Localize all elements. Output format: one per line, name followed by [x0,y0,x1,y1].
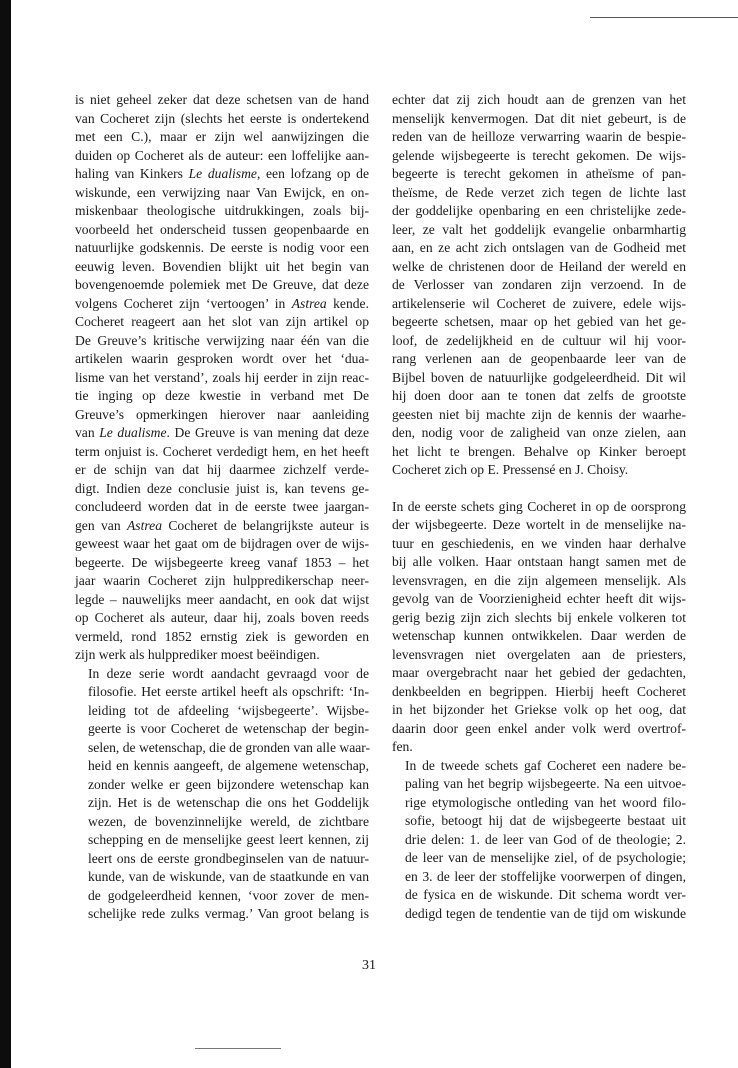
text-line: voorbeeld het onderscheid tussen geopenbaarde en [75,221,369,237]
text-line: leiding tot de afdeeling ‘wijsbegeerte’. Wijsbe- [88,702,369,718]
text-line: op Cocheret als auteur, daar hij, zoals boven reeds [75,610,369,625]
text-line: gelende wijsbegeerte is terecht gekomen. De wijs- [392,147,686,163]
text-line: welke de christenen door de Heiland der wereld en [392,258,686,274]
text-line: levensvragen, en die zijn algemeen menselijk. Als [392,572,686,588]
text-line: van Le dualisme. De Greuve is van mening dat deze [75,425,369,440]
text-line: wetenschap kunnen ontwikkelen. Daar werden de [392,628,686,643]
text-line: dedigd tegen de tendentie van de tijd om wiskunde [405,905,686,921]
text-line: is niet geheel zeker dat deze schetsen van de hand [75,92,369,107]
text-line: van Cocheret zijn (slechts het eerste is ondertekend [75,110,369,126]
text-line: rige etymologische ontleding van het woord filo- [405,794,686,810]
text-line: bovengenoemde polemiek met De Greuve, dat deze [75,277,369,292]
text-line: de Verlosser van zondaren zijn verzoend. In de [392,277,686,292]
right-column [392,91,686,923]
text-line: den, nodig voor de zaligheid van onze zielen, aan [392,425,686,440]
bottom-rule [195,1048,281,1049]
text-line: vermeld, rond 1852 ernstig ziek is geworden en [75,628,369,644]
text-line: de fysica en de wiskunde. Dit schema wordt ver- [405,887,686,902]
text-line: filosofie. Het eerste artikel heeft als opschrift: ‘In- [88,684,369,699]
paragraph [75,665,369,924]
text-line: haling van Kinkers Le dualisme, een lofzang op de [75,166,370,181]
text-line: maar overgebracht naar het gebied der gedachten, [392,665,686,680]
text-line: zijn werk als hulpprediker moest beëindigen. [75,647,320,662]
text-line: sofie, betoogt hij dat de wijsbegeerte bestaat uit [405,813,686,828]
text-line: volgens Cocheret zijn ‘vertoogen’ in Astrea kende. [75,295,369,311]
paragraph [392,91,686,480]
text-line: selen, de wetenschap, die de gronden van alle waar- [88,739,371,755]
text-line: tuur en geschiedenis, en we vinden haar derhalve [392,535,686,551]
text-line: heid en kennis aangeeft, de algemene wetenschap, [88,758,369,773]
text-line: de godgeleerdheid kennen, ‘voor zover de men- [88,887,369,903]
text-line: geesten niet bij machte zijn de kennis der waarhe- [392,406,686,422]
text-line: leer, ze valt het goddelijk evangelie onbarmhartig [392,221,686,237]
text-line: echter dat zij zich houdt aan de grenzen van het [392,92,686,107]
text-line: begeerte. De wijsbegeerte kreeg vanaf 1853 – het [75,554,369,570]
left-column [75,91,369,924]
text-line: digt. Indien deze conclusie juist is, kan tevens ge- [75,480,369,496]
text-line: geweest waar het gaat om de bijdragen over de wijs- [75,536,369,551]
text-line: gevolg van de Voorzienigheid echter heeft dit wijs- [392,591,686,606]
text-line: artikelen waarin gesproken wordt over het ‘dua- [75,351,369,366]
text-line: paling van het begrip wijsbegeerte. Na een uitvoe- [405,776,686,791]
text-line: duiden op Cocheret als de auteur: een loffelijke aan- [75,147,369,163]
text-line: concludeerd worden dat in de eerste twee jaargan- [75,499,369,514]
text-line: der goddelijke openbaring en een christelijke zede- [392,203,686,218]
text-line: theïsme, de Rede verzet zich tegen de lichte last [392,184,686,200]
text-line: gerig bezig zijn zich slechts bij enkele volkeren tot [392,609,686,625]
top-rule [590,17,738,18]
text-line: term onjuist is. Cocheret verdedigt hem, en het heeft [75,443,369,459]
text-line: begeerte schetsen, maar op het gebied van het ge- [392,314,686,329]
text-line: daarin door geen enkel ander volk werd overtrof- [392,720,686,736]
text-line: lisme van het verstand’, zoals hij eerder in zijn reac- [75,369,369,385]
text-line: hij doen door aan te tonen dat zelfs de grootste [392,388,686,403]
paragraph [392,757,686,924]
text-line: aan, en ze acht zich ontslagen van de Godheid met [392,240,686,255]
text-line: In de eerste schets ging Cocheret in op de oorsprong [392,498,686,514]
text-line: begeerte is terecht gekomen in atheïsme of pan- [392,166,686,181]
text-line: eeuwig leven. Bovendien blijkt uit het begin van [75,258,369,274]
text-line: zonder welke er geen bijzondere wetenschap kan [88,776,369,792]
text-line: in het bijzonder het Griekse volk op het oog, dat [392,702,686,717]
page-number: 31 [362,958,376,973]
text-line: natuurlijke godskennis. De eerste is nodig voor een [75,240,369,255]
text-line: schepping en de menselijke geest leert kennen, zij [88,832,369,847]
text-line: kunde, van de wiskunde, van de staatkunde en van [88,869,369,884]
text-line: leert ons de eerste grondbeginselen van de natuur- [88,850,369,866]
text-line: Cocheret zich op E. Pressensé en J. Choisy. [392,462,629,477]
text-line: het licht te brengen. Behalve op Kinker beroept [392,443,686,459]
text-line: de leer van de menselijke ziel, of de psychologie; [405,850,686,865]
text-line: en 3. de leer der stoffelijke voorwerpen of dingen, [405,868,686,884]
text-line: reden van de heilloze verwarring waarin de bespie- [392,129,686,144]
text-line: gen van Astrea Cocheret de belangrijkste auteur is [75,517,369,533]
text-line: miskenbaar theologische uitdrukkingen, zoals bij- [75,203,369,218]
paragraph [392,498,686,757]
text-line: fen. [392,739,413,754]
text-line: wiskunde, een verwijzing naar Van Ewijck, en on- [75,184,369,200]
text-line: schelijke rede zulks vermag.’ Van groot belang is [88,906,369,921]
text-line: Cocheret reageert aan het slot van zijn artikel op [75,314,369,329]
text-line: levensvragen niet overgelaten aan de priesters, [392,646,686,662]
text-line: loof, de zedelijkheid en de cultuur wil hij voor- [392,332,686,348]
text-line: legde – nauwelijks meer aandacht, en ook dat wijst [75,591,369,607]
text-line: In deze serie wordt aandacht gevraagd voor de [88,665,369,681]
text-line: geerte is voor Cocheret de wetenschap der begin- [88,721,369,736]
paragraph [75,91,369,665]
text-line: De Greuve’s kritische verwijzing naar één van die [75,332,369,348]
text-line: jaar waarin Cocheret zijn hulppredikerschap neer- [75,573,369,588]
text-line: der wijsbegeerte. Deze wortelt in de menselijke na- [392,517,686,532]
text-line: artikelenserie wil Cocheret de zuivere, edele wijs- [392,295,686,311]
text-line: menselijk kenvermogen. Dat dit niet gebeurt, is de [392,110,686,126]
text-line: Bijbel boven de natuurlijke godgeleerdheid. Dit wil [392,369,686,385]
text-line: tie inging op deze kwestie in verband met De [75,388,369,403]
text-line: met een C.), maar er zijn wel aanwijzingen die [75,129,369,144]
text-line: drie delen: 1. de leer van God of de theologie; 2. [405,831,686,847]
text-line: wezen, de bovenzinnelijke wereld, de zichtbare [88,813,369,829]
scan-edge-border [0,0,11,1068]
text-line: In de tweede schets gaf Cocheret een nadere be- [405,757,686,773]
text-line: rang verlenen aan de geopenbaarde leer van de [392,351,686,366]
text-line: denkbeelden en begrippen. Hierbij heeft Cocheret [392,683,686,699]
text-line: er de schijn van dat hij daarmee zichzelf verde- [75,462,369,477]
text-line: Greuve’s opmerkingen hierover naar aanleiding [75,406,369,422]
text-line: zijn. Het is de wetenschap die ons het Goddelijk [88,795,369,810]
text-line: bij alle volken. Haar ontstaan hangt samen met de [392,554,686,569]
